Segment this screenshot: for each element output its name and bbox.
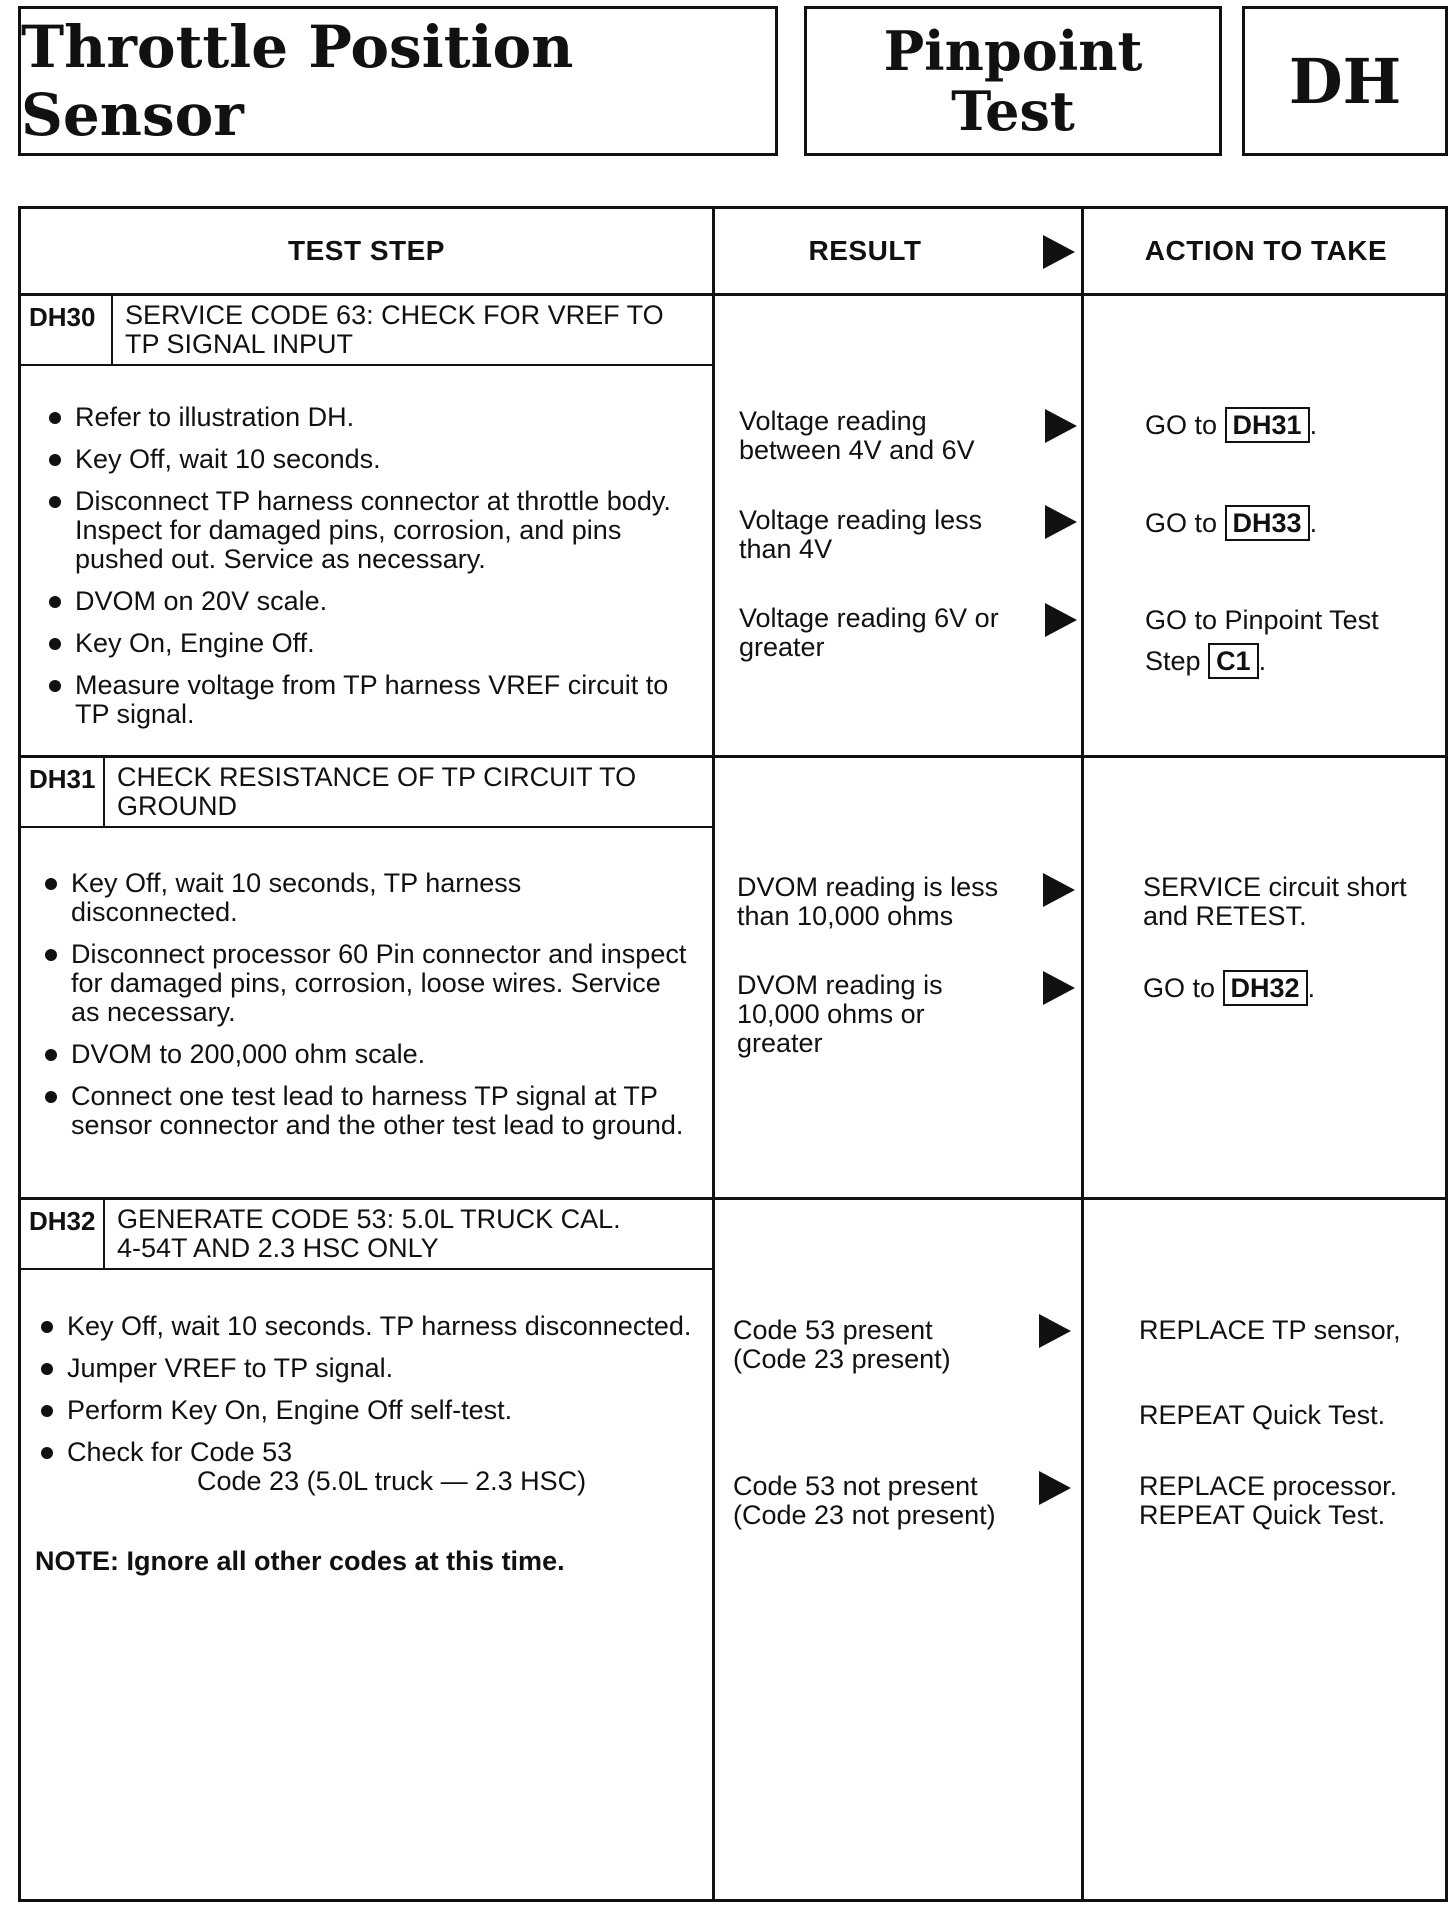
result-arrow-icon [1045,603,1077,637]
list-item: Jumper VREF to TP signal. [35,1354,695,1383]
header-test-step: TEST STEP [288,235,445,266]
action-text: REPLACE processor. [1139,1471,1398,1501]
pinpoint-test-label [804,6,1222,156]
result-line: Code 53 present [733,1315,933,1345]
step-title-line: SERVICE CODE 63: CHECK FOR VREF TO [125,300,664,330]
action-text: GO to [1143,973,1216,1003]
step-title [105,1200,712,1270]
result-line: DVOM reading is [737,970,943,1000]
action-text: and RETEST. [1143,901,1307,931]
action-text: Step [1145,646,1201,676]
action-item [1139,1316,1401,1430]
result-line: Voltage reading [739,406,927,436]
result-line: Code 53 not present [733,1471,978,1501]
step-id: DH31 [21,758,105,828]
result-item [737,873,998,931]
result-line: greater [739,632,825,662]
result-line: than 10,000 ohms [737,901,954,931]
list-item: Measure voltage from TP harness VREF circuit to TP signal. [43,671,693,729]
result-arrow-icon [1045,409,1077,443]
list-item: Key Off, wait 10 seconds, TP harness disconnected. [39,869,693,927]
step-title-line: GENERATE CODE 53: 5.0L TRUCK CAL. [117,1204,621,1234]
check-line: Code 23 (5.0L truck — 2.3 HSC) [197,1466,587,1496]
list-item: Disconnect processor 60 Pin connector and inspect for damaged pins, corrosion, loose wires. Service as necessary. [39,940,693,1027]
result-item [739,506,982,564]
step-id: DH30 [21,296,113,366]
list-item: Perform Key On, Engine Off self-test. [35,1396,695,1425]
column-divider [1081,209,1084,1899]
action-item [1143,873,1407,931]
list-item: Connect one test lead to harness TP signal at TP sensor connector and the other test lead to ground. [39,1082,693,1140]
result-arrow-icon [1043,873,1075,907]
result-item [739,604,999,662]
result-item [737,971,943,1058]
action-item [1139,1472,1397,1530]
action-item [1145,505,1317,541]
list-item: DVOM on 20V scale. [43,587,693,616]
step-id: DH32 [21,1200,105,1270]
result-line: than 4V [739,534,833,564]
note: NOTE: Ignore all other codes at this time. [35,1546,565,1576]
action-item [1145,407,1317,443]
step-bullets [35,1312,695,1509]
step-ref-dh32[interactable]: DH32 [1223,970,1308,1006]
result-line: between 4V and 6V [739,435,975,465]
step-title [105,758,712,828]
list-item: Disconnect TP harness connector at throttle body. Inspect for damaged pins, corrosion, and pins pushed out. Service as necessary. [43,487,693,574]
step-title [113,296,712,366]
result-arrow-icon [1043,235,1075,269]
header-result: RESULT [808,235,922,266]
action-text: REPEAT Quick Test. [1139,1500,1386,1530]
action-text: GO to [1145,410,1218,440]
column-divider [712,209,715,1899]
action-text: GO to Pinpoint Test [1145,605,1379,635]
list-item: Key Off, wait 10 seconds. TP harness disconnected. [35,1312,695,1341]
header-action: ACTION TO TAKE [1144,235,1388,266]
step-bullets [43,403,693,742]
page-title: Throttle Position Sensor [18,6,778,156]
action-text: . [1309,508,1318,538]
result-item [733,1472,996,1530]
result-line: Voltage reading 6V or [739,603,999,633]
result-arrow-icon [1043,971,1075,1005]
check-line: Check for Code 53 [67,1437,293,1467]
action-item [1143,970,1315,1006]
action-item [1145,606,1379,679]
step-bullets [39,869,693,1153]
result-line: greater [737,1028,823,1058]
step-title-line: TP SIGNAL INPUT [125,329,354,359]
action-text: . [1258,646,1267,676]
list-item: Refer to illustration DH. [43,403,693,432]
list-item: Key On, Engine Off. [43,629,693,658]
step-ref-c1[interactable]: C1 [1208,643,1259,679]
result-arrow-icon [1039,1471,1071,1505]
result-line: DVOM reading is less [737,872,999,902]
result-arrow-icon [1039,1314,1071,1348]
result-line: (Code 23 present) [733,1344,951,1374]
action-text: SERVICE circuit short [1143,872,1407,902]
result-line: 10,000 ohms or [737,999,925,1029]
result-line: Voltage reading less [739,505,983,535]
step-title-line: CHECK RESISTANCE OF TP CIRCUIT TO [117,762,637,792]
pinpoint-line2: Test [951,79,1075,143]
action-text: . [1307,973,1316,1003]
action-text: REPLACE TP sensor, [1139,1315,1401,1345]
list-item: Key Off, wait 10 seconds. [43,445,693,474]
pinpoint-line1: Pinpoint [883,19,1143,83]
result-line: (Code 23 not present) [733,1500,996,1530]
result-item [733,1316,951,1374]
action-text: GO to [1145,508,1218,538]
pinpoint-table [18,206,1448,1902]
action-text: REPEAT Quick Test. [1139,1400,1386,1430]
result-arrow-icon [1045,505,1077,539]
step-title-line: 4-54T AND 2.3 HSC ONLY [117,1233,439,1263]
step-title-line: GROUND [117,791,237,821]
result-item [739,407,975,465]
list-item [35,1438,695,1496]
list-item: DVOM to 200,000 ohm scale. [39,1040,693,1069]
step-ref-dh33[interactable]: DH33 [1225,505,1310,541]
test-code: DH [1242,6,1448,156]
action-text: . [1309,410,1318,440]
step-ref-dh31[interactable]: DH31 [1225,407,1310,443]
